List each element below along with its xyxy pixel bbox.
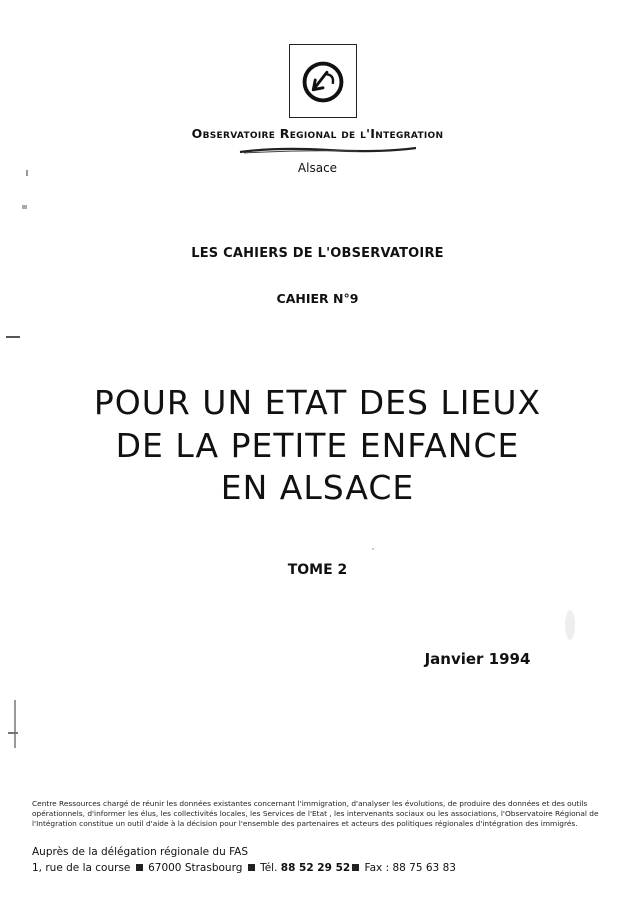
footer-fax-label: Fax : (364, 862, 390, 874)
bullet-square-icon (352, 864, 359, 871)
footer-fax: 88 75 63 83 (392, 862, 456, 874)
organization-underline (238, 145, 418, 155)
scan-mark (14, 700, 16, 748)
main-title-line-2: DE LA PETITE ENFANCE (115, 426, 520, 465)
scan-mark (22, 205, 27, 209)
footer-address-line-2 (32, 862, 456, 874)
publication-date: Janvier 1994 (424, 650, 531, 668)
cahier-number: CAHIER N°9 (276, 291, 359, 306)
organization-region: Alsace (297, 161, 338, 175)
footer-description: Centre Ressources chargé de réunir les données existantes concernant l'immigration, d'analyser les évolutions, de produire des données et des outils opérationnels, d'informer les élus, les collectivités locales, les Services de l'Etat , les intervenants sociaux ou les associations, l'Observatoire Régional de l'Intégration constitue un outil d'aide à la décision pour l'ensemble des partenaires et acteurs des politiques régionales d'intégration des immigrés. (32, 799, 599, 828)
scan-mark (26, 170, 28, 176)
main-title-line-3: EN ALSACE (220, 468, 415, 507)
main-title-line-1: POUR UN ETAT DES LIEUX (93, 383, 542, 422)
footer-address-line-1: Auprès de la délégation régionale du FAS (32, 846, 248, 858)
footer-tel-label: Tél. (260, 862, 278, 874)
bullet-square-icon (248, 864, 255, 871)
observatoire-logo (289, 44, 357, 118)
footer-tel: 88 52 29 52 (280, 862, 351, 874)
series-title: LES CAHIERS DE L'OBSERVATOIRE (191, 246, 444, 261)
bullet-square-icon (136, 864, 143, 871)
footer-street: 1, rue de la course (32, 862, 131, 874)
scan-mark (6, 336, 20, 338)
footer-city: 67000 Strasbourg (148, 862, 243, 874)
tome-label: TOME 2 (287, 562, 348, 578)
scan-speck (372, 548, 374, 550)
scan-mark (8, 732, 18, 734)
scan-speck (565, 610, 575, 640)
organization-name: Observatoire Regional de l'Integration (191, 126, 444, 141)
